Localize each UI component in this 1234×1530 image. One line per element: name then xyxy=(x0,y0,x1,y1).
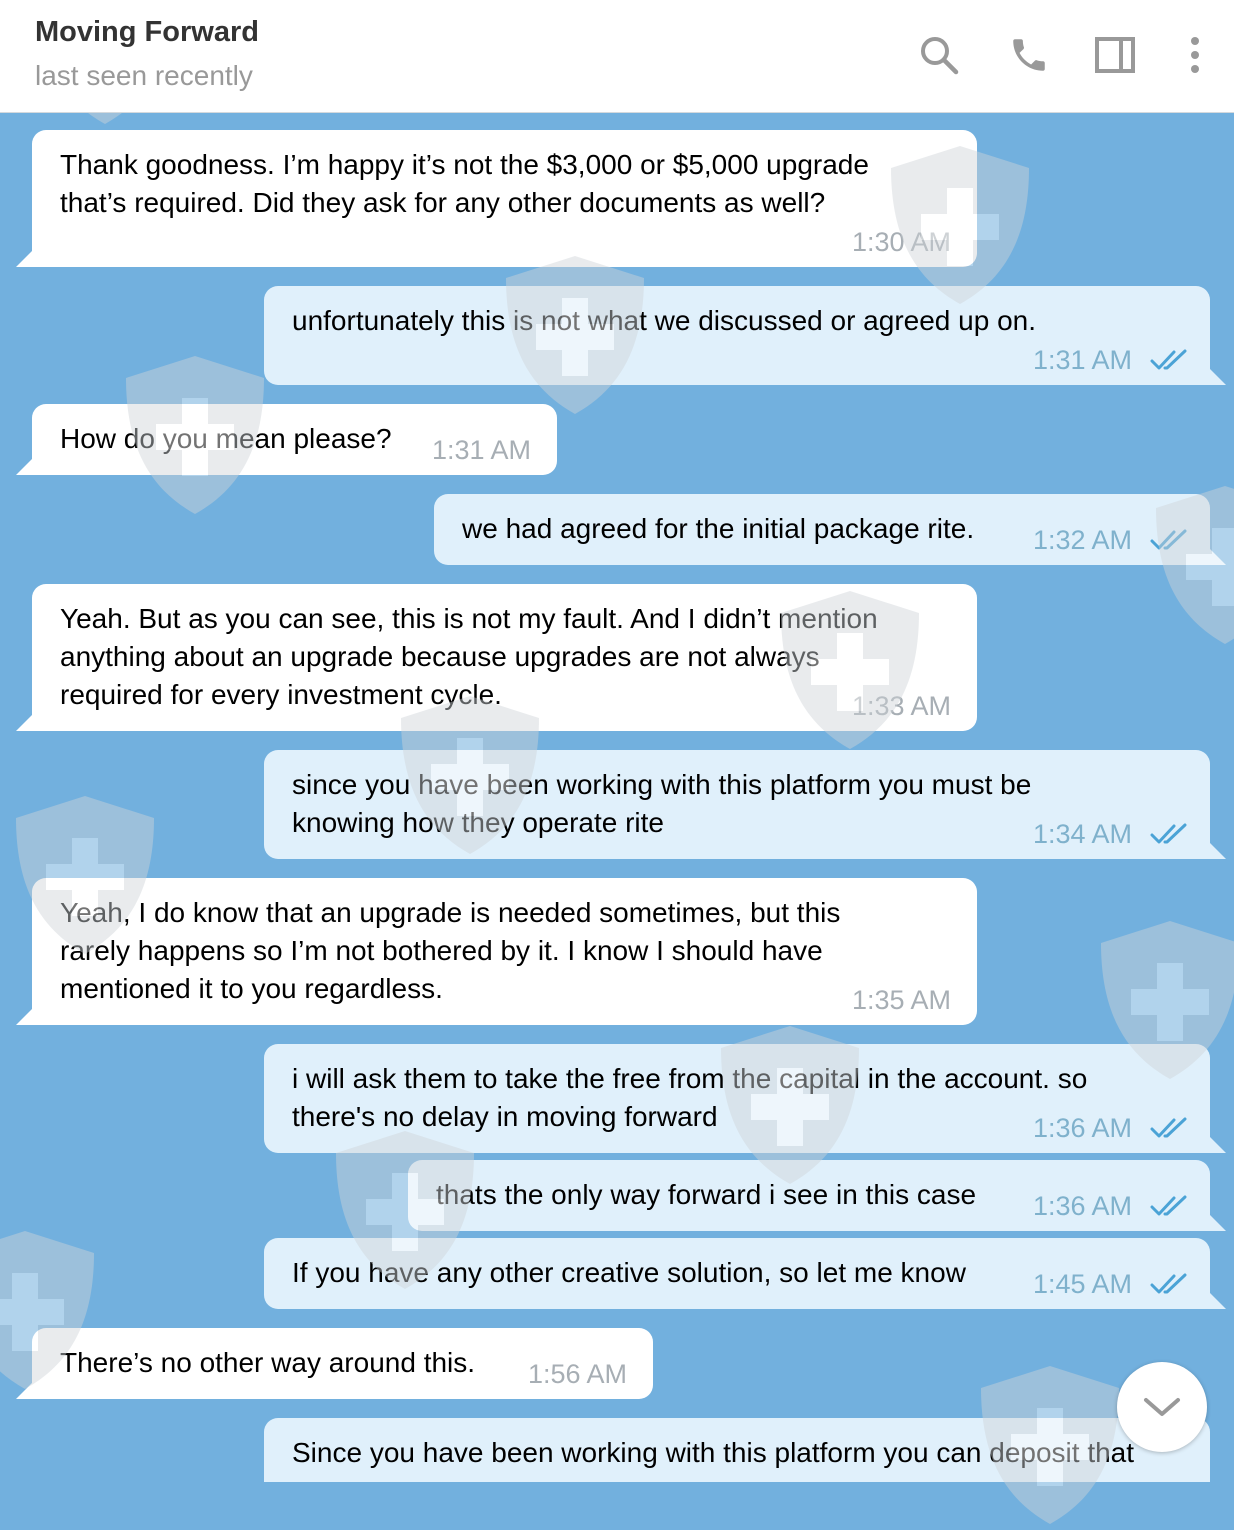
message-time: 1:35 AM xyxy=(851,985,951,1015)
read-receipt-icon xyxy=(1150,1194,1190,1218)
message-text: i will ask them to take the free from the capital in the account. so there's no delay in moving forward xyxy=(292,1063,1088,1132)
message-incoming[interactable] xyxy=(32,584,977,731)
message-outgoing[interactable] xyxy=(264,1418,1210,1482)
message-text: we had agreed for the initial package rite. xyxy=(462,513,975,544)
message-text: unfortunately this is not what we discussed or agreed up on. xyxy=(292,305,1036,336)
read-receipt-icon xyxy=(1150,528,1190,552)
message-meta xyxy=(852,985,951,1015)
message-time: 1:30 AM xyxy=(851,227,951,257)
message-incoming[interactable] xyxy=(32,1328,653,1399)
chat-status: last seen recently xyxy=(35,60,253,91)
message-time: 1:31 AM xyxy=(1032,345,1132,375)
message-text: Yeah. But as you can see, this is not my fault. And I didn’t mention anything about an upgrade because upgrades are not always required for every investment cycle. xyxy=(60,603,878,710)
message-time: 1:36 AM xyxy=(1032,1191,1132,1221)
message-time: 1:33 AM xyxy=(851,691,951,721)
message-outgoing[interactable] xyxy=(434,494,1210,565)
message-meta xyxy=(1033,525,1190,555)
message-text: How do you mean please? xyxy=(60,423,392,454)
read-receipt-icon xyxy=(1150,1272,1190,1296)
message-outgoing[interactable] xyxy=(264,286,1210,385)
message-text: since you have been working with this platform you must be knowing how they operate rite xyxy=(292,769,1032,838)
message-time: 1:31 AM xyxy=(431,435,531,465)
chevron-down-icon xyxy=(1143,1392,1181,1422)
read-receipt-icon xyxy=(1150,822,1190,846)
message-incoming[interactable] xyxy=(32,130,977,267)
message-incoming[interactable] xyxy=(32,878,977,1025)
message-meta xyxy=(1033,1113,1190,1143)
more-vertical-icon[interactable] xyxy=(1174,34,1216,76)
scroll-down-button[interactable] xyxy=(1117,1362,1207,1452)
message-meta xyxy=(852,227,951,257)
message-meta xyxy=(852,691,951,721)
message-time: 1:45 AM xyxy=(1032,1269,1132,1299)
read-receipt-icon xyxy=(1150,348,1190,372)
message-time: 1:32 AM xyxy=(1032,525,1132,555)
message-list[interactable] xyxy=(0,113,1234,1482)
message-incoming[interactable] xyxy=(32,404,557,475)
message-text: Thank goodness. I’m happy it’s not the $3,000 or $5,000 upgrade that’s required. Did they ask for any other documents as well? xyxy=(60,149,869,218)
message-meta xyxy=(1033,345,1190,375)
message-outgoing[interactable] xyxy=(264,1238,1210,1309)
message-outgoing[interactable] xyxy=(264,750,1210,859)
message-time: 1:56 AM xyxy=(527,1359,627,1389)
message-meta xyxy=(432,435,531,465)
chat-header xyxy=(0,0,1234,113)
message-time: 1:36 AM xyxy=(1032,1113,1132,1143)
message-text: If you have any other creative solution, so let me know xyxy=(292,1257,966,1288)
message-outgoing[interactable] xyxy=(264,1044,1210,1153)
message-text: Yeah, I do know that an upgrade is needed sometimes, but this rarely happens so I’m not bothered by it. I know I should have mentioned it to you regardless. xyxy=(60,897,841,1004)
message-outgoing[interactable] xyxy=(408,1160,1210,1231)
message-text: There’s no other way around this. xyxy=(60,1347,476,1378)
sidebar-toggle-icon[interactable] xyxy=(1094,34,1136,76)
message-text: thats the only way forward i see in this case xyxy=(436,1179,977,1210)
message-time: 1:34 AM xyxy=(1032,819,1132,849)
message-meta xyxy=(1033,819,1190,849)
read-receipt-icon xyxy=(1150,1116,1190,1140)
message-meta xyxy=(1033,1269,1190,1299)
search-icon[interactable] xyxy=(918,34,960,76)
message-text: Since you have been working with this platform you can deposit that xyxy=(292,1437,1135,1468)
message-meta xyxy=(1033,1191,1190,1221)
phone-icon[interactable] xyxy=(1008,34,1050,76)
message-meta xyxy=(528,1359,627,1389)
chat-title[interactable]: Moving Forward xyxy=(35,16,259,48)
